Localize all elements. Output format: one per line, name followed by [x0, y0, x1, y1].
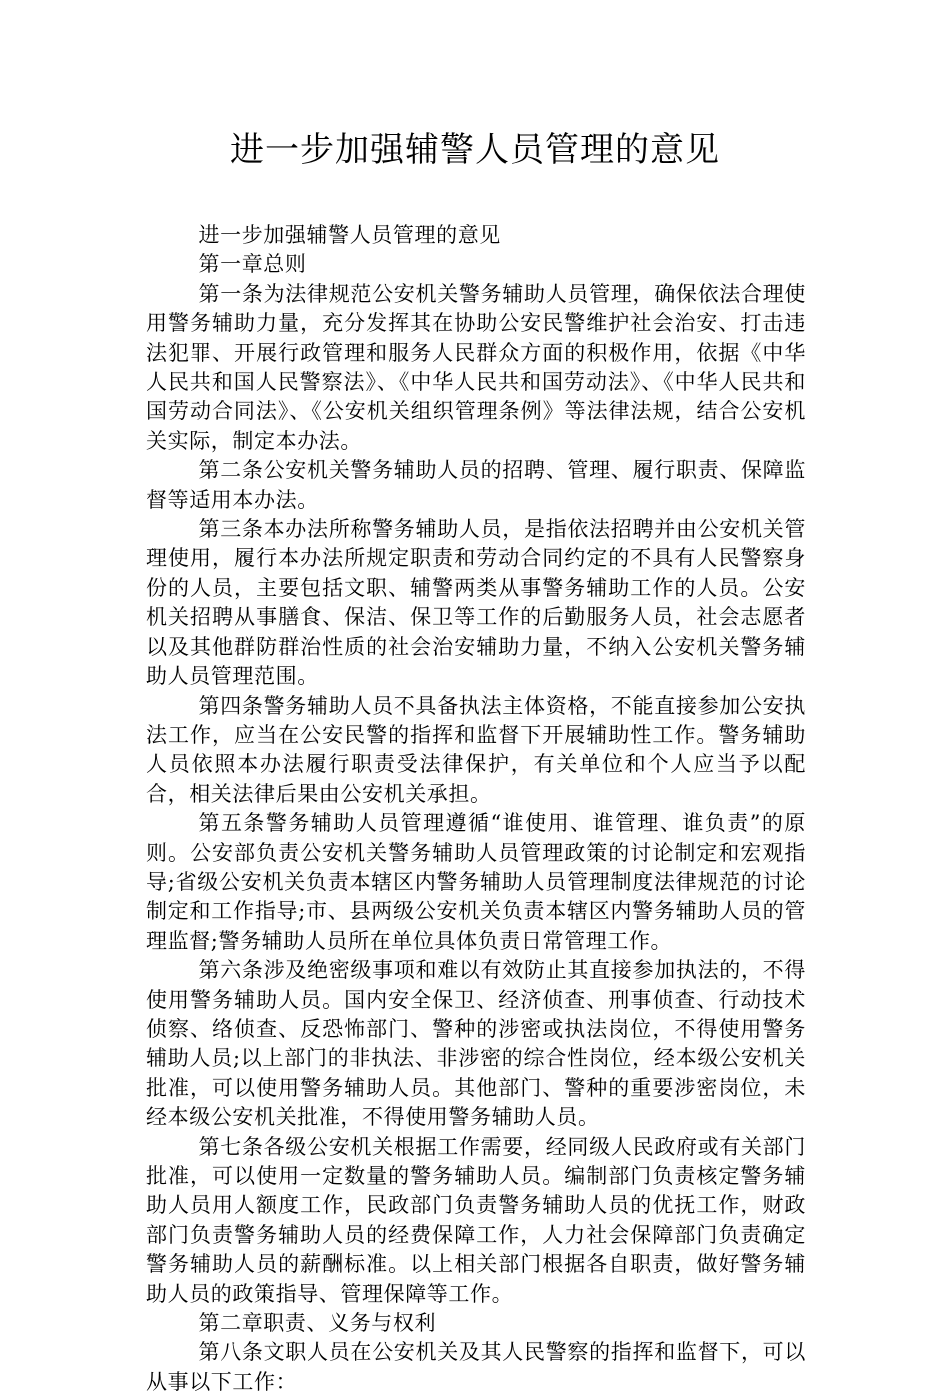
article-paragraph: 第五条警务辅助人员管理遵循“谁使用、谁管理、谁负责”的原则。公安部负责公安机关警务辅助人员管理政策的讨论制定和宏观指导;省级公安机关负责本辖区内警务辅助人员管理制度法律规范的讨论制定和工作指导;市、县两级公安机关负责本辖区内警务辅助人员的管理监督;警务辅助人员所在单位具体负责日常管理工作。 — [146, 811, 806, 953]
subtitle-paragraph: 进一步加强辅警人员管理的意见 — [198, 223, 501, 247]
document-title: 进一步加强辅警人员管理的意见 — [230, 130, 720, 170]
article-paragraph: 第三条本办法所称警务辅助人员，是指依法招聘并由公安机关管理使用，履行本办法所规定职责和劳动合同约定的不具有人民警察身份的人员，主要包括文职、辅警两类从事警务辅助工作的人员。公安机关招聘从事膳食、保洁、保卫等工作的后勤服务人员，社会志愿者以及其他群防群治性质的社会治安辅助力量，不纳入公安机关警务辅助人员管理范围。 — [146, 517, 806, 689]
chapter-heading: 第二章职责、义务与权利 — [198, 1311, 437, 1336]
article-paragraph: 第八条文职人员在公安机关及其人民警察的指挥和监督下，可以从事以下工作： — [146, 1340, 806, 1394]
chapter-heading: 第一章总则 — [198, 252, 307, 277]
article-paragraph: 第七条各级公安机关根据工作需要，经同级人民政府或有关部门批准，可以使用一定数量的警务辅助人员。编制部门负责核定警务辅助人员用人额度工作，民政部门负责警务辅助人员的优抚工作，财政部门负责警务辅助人员的经费保障工作，人力社会保障部门负责确定警务辅助人员的薪酬标准。以上相关部门根据各自职责，做好警务辅助人员的政策指导、管理保障等工作。 — [146, 1134, 806, 1306]
article-paragraph: 第二条公安机关警务辅助人员的招聘、管理、履行职责、保障监督等适用本办法。 — [146, 458, 806, 512]
article-paragraph: 第四条警务辅助人员不具备执法主体资格，不能直接参加公安执法工作，应当在公安民警的指挥和监督下开展辅助性工作。警务辅助人员依照本办法履行职责受法律保护，有关单位和个人应当予以配合，相关法律后果由公安机关承担。 — [146, 693, 806, 806]
article-paragraph: 第一条为法律规范公安机关警务辅助人员管理，确保依法合理使用警务辅助力量，充分发挥其在协助公安民警维护社会治安、打击违法犯罪、开展行政管理和服务人民群众方面的积极作用，依据《中华人民共和国人民警察法》、《中华人民共和国劳动法》、《中华人民共和国劳动合同法》、《公安机关组织管理条例》等法律法规，结合公安机关实际，制定本办法。 — [146, 281, 806, 453]
article-paragraph: 第六条涉及绝密级事项和难以有效防止其直接参加执法的，不得使用警务辅助人员。国内安全保卫、经济侦查、刑事侦查、行动技术侦察、络侦查、反恐怖部门、警种的涉密或执法岗位，不得使用警务辅助人员;以上部门的非执法、非涉密的综合性岗位，经本级公安机关批准，可以使用警务辅助人员。其他部门、警种的重要涉密岗位，未经本级公安机关批准，不得使用警务辅助人员。 — [146, 958, 806, 1130]
document-body — [146, 221, 806, 1397]
